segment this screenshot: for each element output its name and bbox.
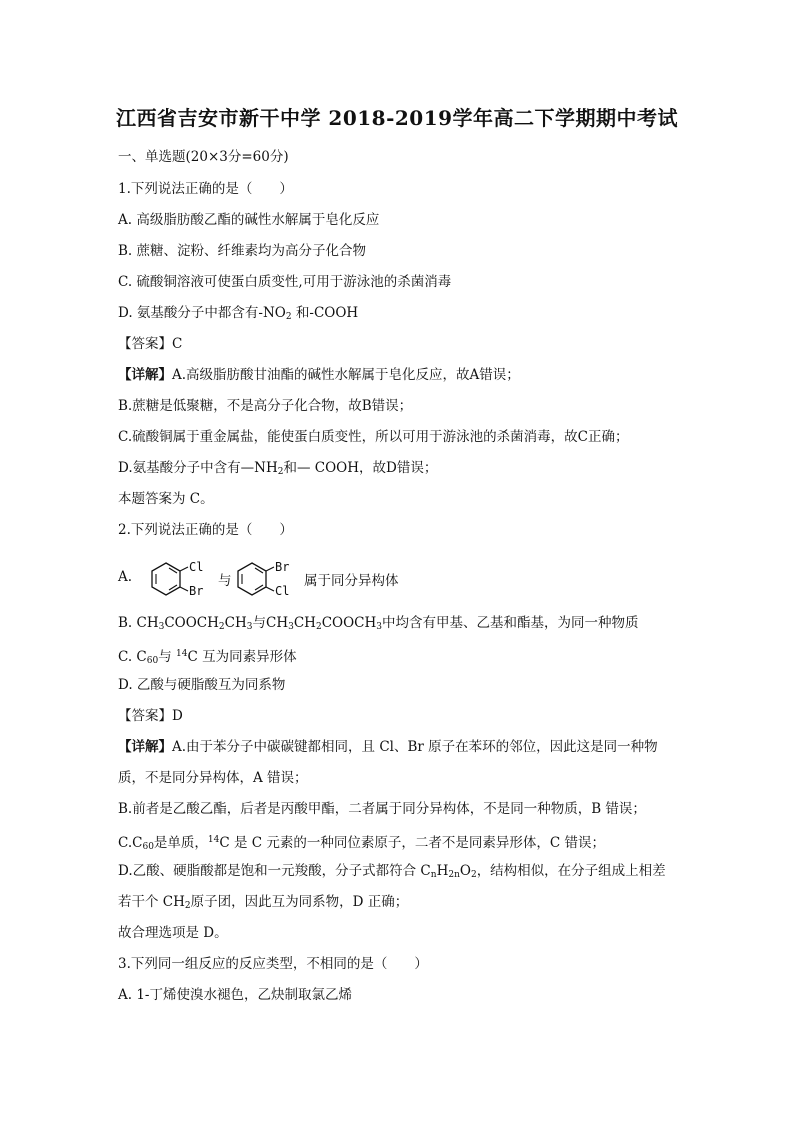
q2-option-a-connector: 与 [218, 573, 232, 589]
svg-text:Cl: Cl [275, 584, 290, 598]
q2-option-c: C. $C_{60}$与 $^{14}$C 互为同素异形体 [118, 649, 297, 666]
q2-detail-5: 若干个 $CH_2$原子团，因此互为同系物，D 正确； [118, 894, 409, 911]
page-title: 江西省吉安市新干中学 2018-2019学年高二下学期期中考试 [115, 106, 679, 130]
q1-answer: 【答案】C [118, 336, 183, 352]
q1-option-a: A. 高级脂肪酸乙酯的碱性水解属于皂化反应 [118, 212, 380, 228]
q3-stem: 3.下列同一组反应的反应类型，不相同的是（ ） [118, 956, 428, 972]
q2-detail-3: $C.C_{60}$是单质，$^{14}$C 是 C 元素的一种同位素原子，二者不是同素异形体，C 错误； [118, 835, 606, 852]
q1-option-b: B. 蔗糖、淀粉、纤维素均为高分子化合物 [118, 243, 367, 259]
svg-text:Br: Br [275, 560, 290, 574]
q1-option-c: C. 硫酸铜溶液可使蛋白质变性,可用于游泳池的杀菌消毒 [118, 274, 452, 290]
q1-detail-2: B.蔗糖是低聚糖，不是高分子化合物，故B错误； [118, 398, 413, 414]
q2-option-a [118, 558, 478, 598]
q2-conclusion: 故合理选项是 D。 [118, 925, 228, 941]
q1-conclusion: 本题答案为 C。 [118, 491, 214, 507]
q2-detail-1: 【详解】A.由于苯分子中碳碳键都相同，且 Cl、Br 原子在苯环的邻位，因此这是同一种物 [118, 739, 658, 755]
q2-option-a-label: A. [118, 569, 133, 585]
benzene-structure-1 [146, 558, 218, 598]
benzene-structure-2 [232, 558, 304, 598]
q2-detail-4: D.乙酸、硬脂酸都是饱和一元羧酸，分子式都符合 $C_nH_{2n}O_2$，结构相似，在分子组成上相差 [118, 863, 666, 880]
q1-detail-4: D.氨基酸分子中含有$—NH_2$和— COOH，故D错误； [118, 460, 438, 477]
q2-option-a-text: 属于同分异构体 [304, 573, 399, 589]
q2-detail-1b: 质，不是同分异构体，A 错误； [118, 770, 308, 786]
q1-detail-1: 【详解】A.高级脂肪酸甘油酯的碱性水解属于皂化反应，故A错误； [118, 367, 520, 383]
q2-option-b: B. $CH_3COOCH_2CH_3$与$CH_3CH_2COOCH_3$中均含有甲基、乙基和酯基，为同一种物质 [118, 615, 639, 632]
q2-option-d: D. 乙酸与硬脂酸互为同系物 [118, 677, 286, 693]
section-heading: 一、单选题(20×3分=60分) [118, 149, 289, 165]
svg-text:Cl: Cl [189, 560, 204, 574]
q2-stem: 2.下列说法正确的是（ ） [118, 522, 293, 538]
q1-option-d: D. 氨基酸分子中都含有$-NO_2$ 和-COOH [118, 305, 359, 322]
q3-option-a: A. 1-丁烯使溴水褪色，乙炔制取氯乙烯 [118, 987, 352, 1003]
q2-detail-2: B.前者是乙酸乙酯，后者是丙酸甲酯，二者属于同分异构体，不是同一种物质，B 错误； [118, 801, 646, 817]
svg-text:Br: Br [189, 584, 204, 598]
q1-stem: 1.下列说法正确的是（ ） [118, 181, 293, 197]
q2-answer: 【答案】D [118, 708, 183, 724]
q1-detail-3: C.硫酸铜属于重金属盐，能使蛋白质变性，所以可用于游泳池的杀菌消毒，故C正确； [118, 429, 629, 445]
